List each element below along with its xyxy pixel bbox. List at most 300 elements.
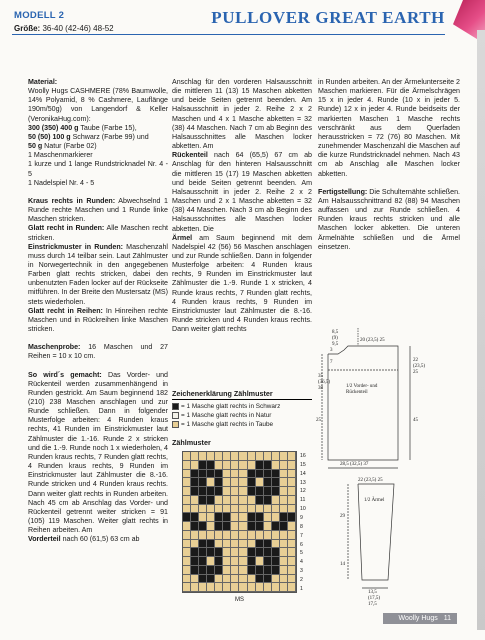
chart-cell xyxy=(280,566,288,575)
chart-cell xyxy=(239,531,247,540)
knitting-chart xyxy=(182,451,297,593)
paragraph-heading: Ärmel xyxy=(172,233,193,242)
chart-cell xyxy=(191,505,199,514)
chart-cell xyxy=(239,513,247,522)
chart-cell xyxy=(199,583,207,592)
chart-cell xyxy=(272,522,280,531)
chart-cell xyxy=(191,478,199,487)
chart-cell xyxy=(199,522,207,531)
paragraph-text: Woolly Hugs CASHMERE (78% Baumwolle, 14% Polyamid, 8 % Cashmere, Lauflänge 190m/50g) von Langendorf & Keller (VeronikaHug.com): xyxy=(28,87,168,123)
chart-cell xyxy=(215,478,223,487)
chart-cell xyxy=(264,557,272,566)
chart-cell xyxy=(256,540,264,549)
chart-cell xyxy=(272,452,280,461)
chart-row-number: 4 xyxy=(300,559,303,566)
schem-label: 28,5 (32,5) 37 xyxy=(340,462,369,467)
chart-cell xyxy=(288,575,296,584)
chart-cell xyxy=(288,505,296,514)
chart-cell xyxy=(207,487,215,496)
chart-cell xyxy=(280,478,288,487)
legend-rule xyxy=(172,399,312,400)
chart-cell xyxy=(207,522,215,531)
chart-cell xyxy=(183,496,191,505)
schem-label: 22 xyxy=(413,358,418,363)
chart-cell xyxy=(248,470,256,479)
chart-cell xyxy=(215,452,223,461)
header-rule xyxy=(12,34,445,35)
paragraph-text: Natur (Farbe 02) xyxy=(42,142,97,151)
schem-label: 17,5 xyxy=(368,602,377,607)
paragraph-gap xyxy=(28,334,168,343)
chart-cell xyxy=(183,461,191,470)
schem-label: 13,5 xyxy=(368,590,377,595)
chart-cell xyxy=(272,548,280,557)
chart-cell xyxy=(248,487,256,496)
paragraph xyxy=(318,78,460,179)
chart-cell xyxy=(280,575,288,584)
chart-cell xyxy=(239,548,247,557)
chart-cell xyxy=(288,557,296,566)
chart-cell xyxy=(215,461,223,470)
chart-cell xyxy=(272,505,280,514)
chart-row-number: 11 xyxy=(300,497,306,504)
chart-cell xyxy=(215,548,223,557)
chart-cell xyxy=(207,540,215,549)
chart-cell xyxy=(288,478,296,487)
chart-cell xyxy=(239,461,247,470)
chart-cell xyxy=(248,513,256,522)
chart-cell xyxy=(199,487,207,496)
chart-cell xyxy=(264,513,272,522)
page-number: 11 xyxy=(443,615,451,622)
paragraph-gap xyxy=(28,362,168,371)
chart-cell xyxy=(183,487,191,496)
chart-cell xyxy=(199,461,207,470)
chart-cell xyxy=(183,548,191,557)
chart-cell xyxy=(231,496,239,505)
chart-cell xyxy=(207,531,215,540)
schem-label: 9,5 xyxy=(332,342,339,347)
paragraph-gap xyxy=(318,179,460,188)
chart-cell xyxy=(199,478,207,487)
legend-swatch-black xyxy=(172,403,179,410)
chart-cell xyxy=(231,487,239,496)
paragraph-text: 1 kurze und 1 lange Rundstricknadel Nr. 4 - 5 xyxy=(28,160,168,178)
chart-cell xyxy=(239,487,247,496)
chart-cell xyxy=(256,487,264,496)
chart-cell xyxy=(256,566,264,575)
paragraph-heading: Einstrickmuster in Runden: xyxy=(28,242,124,251)
chart-cell xyxy=(239,566,247,575)
schem-label: 29 xyxy=(340,514,345,519)
schem-label: (23,5) xyxy=(413,364,426,369)
paragraph xyxy=(28,87,168,124)
chart-cell xyxy=(288,496,296,505)
chart-cell xyxy=(183,583,191,592)
chart-legend xyxy=(172,389,312,429)
chart-cell xyxy=(199,452,207,461)
chart-title: Zählmuster xyxy=(172,438,211,447)
chart-cell xyxy=(264,487,272,496)
chart-cell xyxy=(207,461,215,470)
paragraph-heading: 50 g xyxy=(28,142,43,151)
chart-cell xyxy=(231,557,239,566)
chart-cell xyxy=(248,575,256,584)
chart-row-number: 2 xyxy=(300,576,303,583)
chart-cell xyxy=(248,583,256,592)
chart-cell xyxy=(256,575,264,584)
paragraph-text: am Saum beginnend mit dem Nadelspiel 42 (56) 56 Maschen anschlagen und zur Runde schließen. Dann in folgender Musterfolge arbeiten: 4 Runden kraus rechts, 9 Runden im Einstrickmuster laut Zählmuster die 1.-9. Runde 1 x stricken, 4 Runde kraus rechts, 7 Runden glatt rechts, 4 Runden kraus rechts, 9 Runden im Einstrickmuster laut Zählmuster die 8.-16. Runde stricken und 4 Runden kraus rechts. Dann weiter glatt rechts xyxy=(172,233,312,334)
paragraph-gap xyxy=(28,188,168,197)
paragraph-text: Maschenzahl muss durch 14 teilbar sein. Laut Zählmuster in Norwegertechnik in den angegebenen Farben glatt rechts stricken, dabei den unbenutzten Faden locker auf der Rückseite mitführen. In der Breite den Mustersatz (MS) stets wiederholen. xyxy=(28,242,168,306)
chart-cell xyxy=(264,461,272,470)
paragraph xyxy=(28,142,168,151)
chart-cell xyxy=(288,513,296,522)
chart-cell xyxy=(223,505,231,514)
chart-cell xyxy=(272,540,280,549)
chart-row-number: 6 xyxy=(300,541,303,548)
paragraph xyxy=(28,197,168,224)
chart-cell xyxy=(191,487,199,496)
chart-cell xyxy=(248,505,256,514)
chart-cell xyxy=(223,487,231,496)
chart-cell xyxy=(264,452,272,461)
chart-cell xyxy=(215,513,223,522)
paragraph xyxy=(28,151,168,160)
chart-cell xyxy=(248,522,256,531)
chart-cell xyxy=(256,548,264,557)
paragraph-text: 16 Maschen und 27 Reihen = 10 x 10 cm. xyxy=(28,343,168,361)
paragraph xyxy=(28,343,168,361)
chart-cell xyxy=(207,566,215,575)
chart-cell xyxy=(288,531,296,540)
chart-cell xyxy=(264,470,272,479)
schem-label: 14 xyxy=(340,562,345,567)
chart-row-number: 12 xyxy=(300,488,306,495)
chart-cell xyxy=(183,452,191,461)
chart-cell xyxy=(199,540,207,549)
chart-cell xyxy=(288,461,296,470)
chart-cell xyxy=(231,566,239,575)
paragraph-heading: Vorderteil xyxy=(28,535,61,544)
chart-cell xyxy=(199,505,207,514)
chart-cell xyxy=(199,513,207,522)
chart-row-number: 5 xyxy=(300,550,303,557)
legend-swatch-natur xyxy=(172,412,179,419)
schem-label: 38 xyxy=(318,386,323,391)
schem-label: 3 xyxy=(330,348,333,353)
chart-cell xyxy=(231,478,239,487)
chart-cell xyxy=(231,461,239,470)
chart-cell xyxy=(288,487,296,496)
chart-cell xyxy=(215,522,223,531)
chart-cell xyxy=(272,478,280,487)
paragraph xyxy=(28,124,168,133)
schem-label: 1/2 Ärmel xyxy=(364,498,385,503)
chart-cell xyxy=(191,583,199,592)
text-column-3 xyxy=(318,78,460,252)
chart-cell xyxy=(280,496,288,505)
chart-cell xyxy=(264,575,272,584)
chart-cell xyxy=(264,566,272,575)
chart-cell xyxy=(199,548,207,557)
schem-label: 45 xyxy=(413,418,418,423)
legend-row xyxy=(172,420,312,429)
chart-cell xyxy=(215,487,223,496)
chart-cell xyxy=(288,452,296,461)
text-column-2 xyxy=(172,78,312,334)
paragraph-heading: Glatt recht in Reihen: xyxy=(28,306,103,315)
page-edge-band xyxy=(477,30,485,630)
chart-cell xyxy=(215,540,223,549)
chart-cell xyxy=(248,531,256,540)
chart-cell xyxy=(272,583,280,592)
size-value: 36-40 (42-46) 48-52 xyxy=(42,24,114,33)
chart-cell xyxy=(223,470,231,479)
chart-cell xyxy=(215,496,223,505)
chart-row-number: 10 xyxy=(300,506,306,513)
chart-cell xyxy=(207,505,215,514)
chart-cell xyxy=(248,557,256,566)
chart-cell xyxy=(223,548,231,557)
chart-cell xyxy=(248,478,256,487)
chart-cell xyxy=(239,496,247,505)
chart-cell xyxy=(248,496,256,505)
chart-cell xyxy=(256,513,264,522)
body-outline xyxy=(328,346,398,460)
paragraph-text: 1 Nadelspiel Nr. 4 - 5 xyxy=(28,178,95,187)
paragraph-heading: Glatt recht in Runden: xyxy=(28,224,105,233)
chart-cell xyxy=(264,540,272,549)
chart-row-number: 14 xyxy=(300,470,306,477)
chart-row-number: 13 xyxy=(300,479,306,486)
chart-cell xyxy=(272,557,280,566)
chart-row-number: 9 xyxy=(300,514,303,521)
chart-cell xyxy=(215,583,223,592)
legend-text: = 1 Masche glatt rechts in Schwarz xyxy=(181,403,281,410)
chart-cell xyxy=(248,548,256,557)
chart-cell xyxy=(183,531,191,540)
chart-cell xyxy=(256,496,264,505)
chart-cell xyxy=(215,531,223,540)
size-line xyxy=(14,24,114,33)
chart-cell xyxy=(288,470,296,479)
chart-cell xyxy=(239,452,247,461)
paragraph xyxy=(172,234,312,335)
chart-cell xyxy=(248,461,256,470)
paragraph-text: in Runden arbeiten. An der Ärmelunterseite 2 Maschen markieren. Für die Ärmelschrägen 15 x in jeder 4. Runde (10 x in jeder 5. Runde) 12 x in jeder 4. Runde beidseits der markierten Maschen 1 Masche rechts verschränkt aus dem Querfaden herausstricken = 72 (76) 80 Maschen. Mit zunehmender Maschenzahl die Maschen auf die kurze Rundstricknadel nehmen. Nach 43 cm ab Anschlag alle Maschen locker abketten. xyxy=(318,78,460,178)
chart-cell xyxy=(207,513,215,522)
schem-label: 7 xyxy=(330,360,333,365)
chart-cell xyxy=(215,505,223,514)
chart-row-number: 3 xyxy=(300,568,303,575)
chart-cell xyxy=(207,548,215,557)
schem-label: (36,5) xyxy=(318,380,331,385)
chart-cell xyxy=(272,487,280,496)
chart-cell xyxy=(272,513,280,522)
chart-cell xyxy=(223,496,231,505)
paragraph-heading: Material: xyxy=(28,78,58,86)
chart-cell xyxy=(239,470,247,479)
chart-cell xyxy=(239,478,247,487)
chart-cell xyxy=(264,522,272,531)
chart-row-number: 8 xyxy=(300,523,303,530)
page-title: PULLOVER GREAT EARTH xyxy=(211,8,445,27)
chart-cell xyxy=(207,557,215,566)
chart-cell xyxy=(288,522,296,531)
chart-cell xyxy=(280,513,288,522)
chart-cell xyxy=(191,513,199,522)
footer-brand: Woolly Hugs xyxy=(398,615,438,622)
chart-cell xyxy=(256,583,264,592)
chart-cell xyxy=(207,583,215,592)
legend-title: Zeichenerklärung Zählmuster xyxy=(172,389,273,398)
legend-text: = 1 Masche glatt rechts in Taube xyxy=(181,421,274,428)
paragraph-text: Abwechselnd 1 Runde rechte Maschen und 1 Runde linke Maschen stricken. xyxy=(28,196,168,224)
chart-cell xyxy=(223,575,231,584)
chart-cell xyxy=(207,575,215,584)
paragraph xyxy=(28,133,168,142)
paragraph xyxy=(28,371,168,536)
chart-cell xyxy=(223,452,231,461)
chart-cell xyxy=(280,470,288,479)
chart-cell xyxy=(239,583,247,592)
paragraph xyxy=(28,160,168,178)
chart-cell xyxy=(207,478,215,487)
schematic-diagram xyxy=(318,328,460,618)
chart-cell xyxy=(183,478,191,487)
chart-cell xyxy=(256,557,264,566)
chart-cell xyxy=(256,505,264,514)
schem-label: Rückenteil xyxy=(346,390,368,395)
schem-label: 8,5 xyxy=(332,330,339,335)
chart-cell xyxy=(199,496,207,505)
chart-cell xyxy=(223,461,231,470)
chart-cell xyxy=(231,522,239,531)
chart-cell xyxy=(239,522,247,531)
schem-label: 25 xyxy=(413,370,418,375)
size-label: Größe: xyxy=(14,24,41,33)
chart-cell xyxy=(183,505,191,514)
chart-cell xyxy=(256,452,264,461)
chart-row-number: 15 xyxy=(300,461,306,468)
chart-cell xyxy=(280,540,288,549)
paragraph xyxy=(28,179,168,188)
paragraph xyxy=(28,243,168,307)
paragraph-text: nach 60 (61,5) 63 cm ab xyxy=(60,535,140,544)
chart-cell xyxy=(215,566,223,575)
chart-cell xyxy=(239,557,247,566)
legend-row xyxy=(172,411,312,420)
chart-cell xyxy=(223,583,231,592)
chart-cell xyxy=(207,496,215,505)
chart-cell xyxy=(199,470,207,479)
paragraph-heading: Rückenteil xyxy=(172,151,208,160)
chart-cell xyxy=(288,548,296,557)
chart-cell xyxy=(280,461,288,470)
chart-cell xyxy=(191,496,199,505)
paragraph-text: Anschlag für den vorderen Halsausschnitt die mittleren 11 (13) 15 Maschen abketten und beide Seiten getrennt beenden. Am Halsausschnitt in jeder 2. Reihe 2 x 2 Maschen und 4 x 1 Masche abketten = 32 (38) 44 Maschen. Nach 7 cm ab Beginn des Halsausschnittes alle Maschen locker abketten. Am xyxy=(172,78,312,151)
chart-cell xyxy=(191,461,199,470)
chart-cell xyxy=(183,540,191,549)
chart-cell xyxy=(215,575,223,584)
chart-cell xyxy=(256,470,264,479)
paragraph-heading: 50 (50) 100 g xyxy=(28,132,71,141)
chart-cell xyxy=(280,531,288,540)
paragraph-text: nach 64 (65,5) 67 cm ab Anschlag für den hinteren Halsausschnitt die mittleren 15 (17) 19 Maschen abketten und beide Seiten getrennt beenden. Am Halsausschnitt in jeder 2. Reihe 2 x 2 Maschen und 2 x 1 Masche abketten = 32 (38) 44 Maschen. Nach 3 cm ab Beginn des Halsausschnittes alle Maschen locker abketten. Die xyxy=(172,151,312,233)
chart-cell xyxy=(199,575,207,584)
chart-cell xyxy=(288,583,296,592)
chart-cell xyxy=(264,496,272,505)
paragraph-heading: Kraus rechts in Runden: xyxy=(28,196,116,205)
paragraph-text: Das Vorder- und Rückenteil werden zusammenhängend in Runden gestrickt. Am Saum beginnend 182 (210) 238 Maschen anschlagen und zur Runde schließen. Dann in folgender Musterfolge arbeiten: 4 Runden kraus rechts, 41 Runden im Einstrickmuster laut Zählmuster die 1.-16. Runde 2 x stricken und die 1.-9. Runde noch 1 x wiederholen, 4 Runden kraus rechts, 7 Runden glatt rechts, 4 Runden kraus rechts, 9 Runden im Einstrickmuster laut Zählmuster die 8.-16. Runde stricken und 4 Runden kraus rechts. Dann weiter glatt rechts in Runden arbeiten. Nach 45 cm ab Anschlag das Vorder- und Rückenteil getrennt weiter stricken = 91 (105) 119 Maschen. Weiter glatt rechts in Reihen arbeiten. Am xyxy=(28,370,168,535)
chart-row-number: 7 xyxy=(300,532,303,539)
paragraph xyxy=(172,151,312,233)
chart-cell xyxy=(272,566,280,575)
chart-cell xyxy=(272,461,280,470)
chart-cell xyxy=(264,531,272,540)
paragraph-heading: Fertigstellung: xyxy=(318,187,368,196)
chart-cell xyxy=(231,513,239,522)
paragraph xyxy=(172,78,312,151)
chart-row-number: 16 xyxy=(300,453,306,459)
chart-cell xyxy=(223,522,231,531)
chart-cell xyxy=(183,566,191,575)
chart-cell xyxy=(231,452,239,461)
chart-cell xyxy=(199,531,207,540)
chart-cell xyxy=(264,478,272,487)
chart-cell xyxy=(231,583,239,592)
chart-cell xyxy=(207,452,215,461)
paragraph-text: In Hinreihen rechte Maschen und in Rückreihen linke Maschen stricken. xyxy=(28,306,168,334)
chart-cell xyxy=(223,478,231,487)
chart-cell xyxy=(256,461,264,470)
chart-cell xyxy=(191,557,199,566)
chart-cell xyxy=(199,557,207,566)
chart-cell xyxy=(223,566,231,575)
chart-cell xyxy=(191,548,199,557)
chart-cell xyxy=(223,557,231,566)
chart-cell xyxy=(183,513,191,522)
chart-cell xyxy=(280,583,288,592)
legend-row xyxy=(172,402,312,411)
chart-cell xyxy=(223,513,231,522)
chart-cell xyxy=(272,470,280,479)
chart-cell xyxy=(280,557,288,566)
paragraph xyxy=(28,535,168,544)
chart-cell xyxy=(191,452,199,461)
chart-cell xyxy=(256,522,264,531)
chart-cell xyxy=(231,575,239,584)
paragraph xyxy=(318,188,460,252)
chart-cell xyxy=(191,531,199,540)
legend-swatch-taube xyxy=(172,421,179,428)
schem-label: (17,5) xyxy=(368,596,381,601)
chart-cell xyxy=(191,575,199,584)
legend-text: = 1 Masche glatt rechts in Natur xyxy=(181,412,272,419)
paragraph-text: Taube (Farbe 15), xyxy=(78,123,137,132)
schem-label: 22 (23,5) 25 xyxy=(358,478,383,483)
chart-cell xyxy=(288,540,296,549)
chart-cell xyxy=(280,505,288,514)
paragraph-heading: Maschenprobe: xyxy=(28,343,81,352)
chart-cell xyxy=(248,452,256,461)
chart-cell xyxy=(231,531,239,540)
paragraph-text: Schwarz (Farbe 99) und xyxy=(70,132,149,141)
schem-label: 25 xyxy=(316,418,321,423)
chart-cell xyxy=(239,575,247,584)
chart-cell xyxy=(280,452,288,461)
